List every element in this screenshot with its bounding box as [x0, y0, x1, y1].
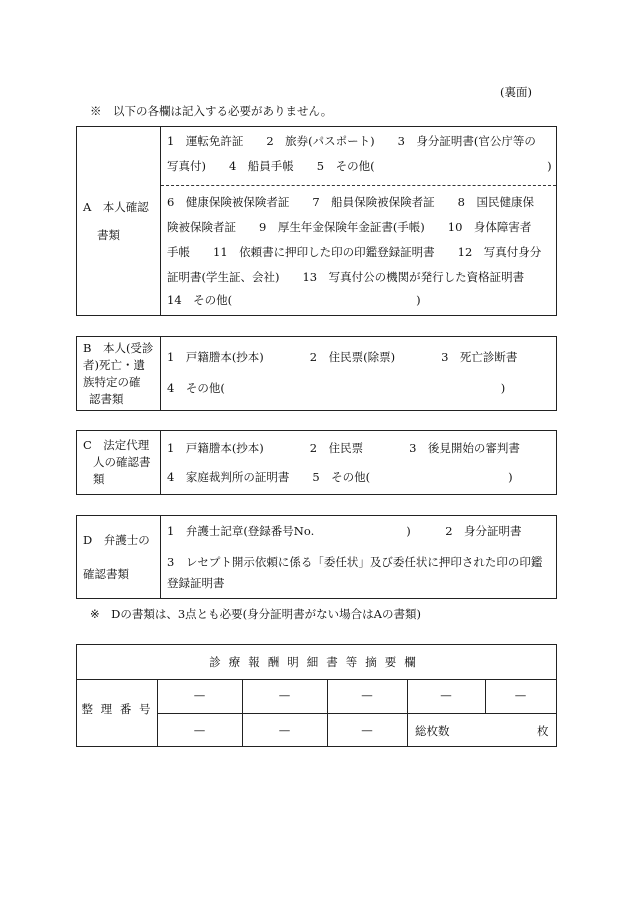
section-d-label-line1: D 弁護士の [83, 533, 150, 547]
a-item-line: 1 運転免許証 2 旅券(パスポート) 3 身分証明書(官公庁等の [167, 134, 536, 148]
section-c-box [76, 430, 557, 495]
number-cell: — [361, 723, 373, 737]
a-item-line: 6 健康保険被保険者証 7 船員保険被保険者証 8 国民健康保 [167, 195, 534, 209]
a-item-line: 証明書(学生証、会社) 13 写真付公の機関が発行した資格証明書 [167, 270, 525, 284]
d-item-line: 1 弁護士記章(登録番号No. ) 2 身分証明書 [167, 524, 522, 538]
section-b-label-line: 者)死亡・遺 [83, 357, 145, 372]
number-cell: — [278, 723, 291, 737]
number-cell: — [193, 688, 206, 702]
section-b-box [76, 336, 557, 411]
b-item-line: 4 その他( ) [167, 381, 506, 395]
section-a-label [77, 127, 161, 315]
section-a-divider [161, 185, 556, 186]
summary-table-title: 診療報酬明細書等摘要欄 [77, 645, 556, 680]
section-b-label [77, 337, 161, 410]
notice-d: ※ Dの書類は、3点とも必要(身分証明書がない場合はAの書類) [90, 607, 421, 621]
section-b-label-line: B 本人(受診 [83, 340, 154, 355]
section-a-label-line1: A 本人確認 [83, 200, 149, 214]
section-b-label-line: 族特定の確 [83, 374, 141, 389]
section-d-label-line2: 確認書類 [83, 567, 129, 581]
section-c-label [77, 431, 161, 494]
c-item-line: 1 戸籍謄本(抄本) 2 住民票 3 後見開始の審判書 [167, 441, 520, 455]
row-label: 整 理 番 号 [81, 702, 153, 716]
notice-top: ※ 以下の各欄は記入する必要がありません。 [90, 104, 333, 118]
page-side-label: (裏面) [500, 85, 532, 99]
b-item-line: 1 戸籍謄本(抄本) 2 住民票(除票) 3 死亡診断書 [167, 350, 518, 364]
a-item-line: 写真付) 4 船員手帳 5 その他( ) [167, 159, 552, 173]
a-item-line: 手帳 11 依頼書に押印した印の印鑑登録証明書 12 写真付身分 [167, 245, 542, 259]
total-label: 総枚数 [415, 724, 450, 738]
section-c-label-line: 類 [93, 472, 105, 486]
section-b-label-line: 認書類 [89, 391, 124, 406]
a-item-line: 14 その他( ) [167, 293, 421, 307]
section-a-box [76, 126, 557, 316]
table-divider [407, 713, 408, 746]
section-c-label-line: 人の確認書 [93, 455, 151, 469]
d-item-line: 登録証明書 [167, 576, 225, 590]
table-divider [157, 713, 556, 714]
section-c-label-line: C 法定代理 [83, 438, 150, 452]
section-d-label [77, 516, 161, 598]
section-a-label-line2: 書類 [97, 228, 120, 242]
number-cell: — [278, 688, 291, 702]
total-unit: 枚 [537, 724, 549, 738]
c-item-line: 4 家庭裁判所の証明書 5 その他( ) [167, 470, 513, 484]
number-cell: — [514, 688, 527, 702]
number-cell: — [193, 723, 206, 737]
a-item-line: 険被保険者証 9 厚生年金保険年金証書(手帳) 10 身体障害者 [167, 220, 532, 234]
section-d-box [76, 515, 557, 599]
d-item-line: 3 レセプト開示依頼に係る「委任状」及び委任状に押印された印の印鑑 [167, 555, 543, 569]
summary-table [76, 644, 557, 747]
number-cell: — [440, 688, 452, 702]
number-cell: — [361, 688, 373, 702]
